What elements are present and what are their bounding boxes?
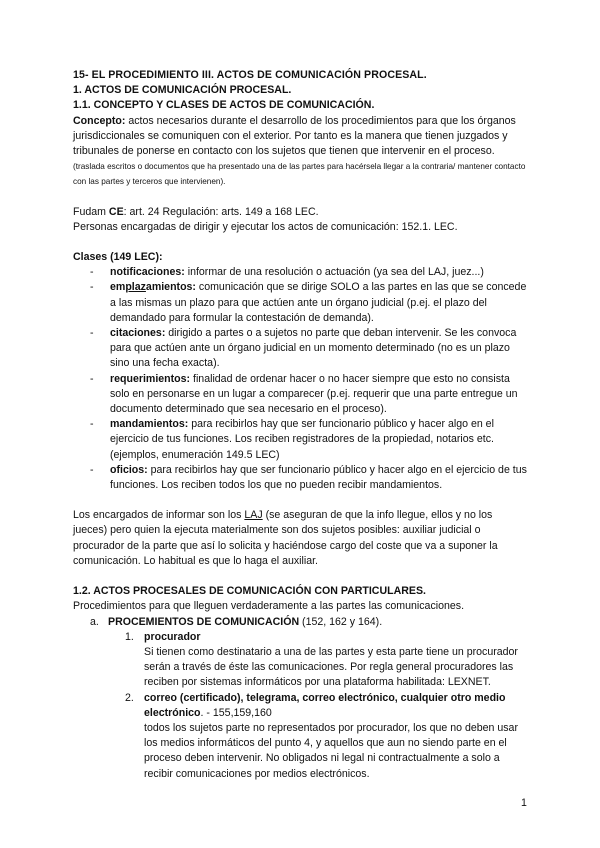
correo-refs: . - 155,159,160 (200, 706, 272, 719)
page-number: 1 (521, 797, 527, 809)
list-item: - citaciones: dirigido a partes o a sujetos no parte que deban intervenir. Se les convoca para que actúen ante un órgano judicial en un momento determinado (no es un plazo sino una fecha exacta). (90, 327, 517, 370)
fundamento-regulacion: : art. 24 Regulación: arts. 149 a 168 LEC. (123, 205, 319, 218)
term-oficios: oficios: (110, 463, 148, 476)
numbered-item-procurador: 1. procurador Si tienen como destinatario a una de las partes y esta parte tiene un procurador serán a través de éste las comunicaciones. Por regla general procuradores las reciben por sistemas informáticos por una plataforma habilitada: LEXNET. (73, 630, 528, 691)
term-citaciones: citaciones: (110, 327, 166, 340)
list-item: - oficios: para recibirlos hay que ser funcionario público y hacer algo en el ejercicio de tus funciones. Los reciben todos los que no pueden recibir mandamientos. (90, 463, 527, 492)
correo-body: todos los sujetos parte no representados por procurador, los que no deben usar los medios informáticos del punto 4, y aquellos que aun no siendo parte en el proceso deben intervenir. No obligados ni legal ni contractualmente a solo a recibir comunicaciones por medios electrónicos. (144, 721, 518, 780)
fundamento-line (73, 205, 528, 220)
term-requerimientos: requerimientos: (110, 372, 191, 385)
section-1-2-heading: 1.2. ACTOS PROCESALES DE COMUNICACIÓN CON PARTICULARES. (73, 585, 426, 598)
section-1-heading: 1. ACTOS DE COMUNICACIÓN PROCESAL. (73, 84, 292, 97)
term-emplazamientos: emplazamientos: (110, 281, 196, 294)
list-item: - requerimientos: finalidad de ordenar hacer o no hacer siempre que esto no consista solo en personarse en un lugar a comparecer (p.ej. requerir que una parte entregue un documento determinado que sea necesario en el proceso). (90, 372, 518, 416)
term-notificaciones: notificaciones: (110, 266, 185, 279)
section-1-1-heading: 1.1. CONCEPTO Y CLASES DE ACTOS DE COMUNICACIÓN. (73, 99, 375, 112)
laj-abbreviation: LAJ (244, 509, 263, 522)
concepto-paragraph (73, 114, 528, 190)
clases-list (73, 265, 528, 493)
list-item: - emplazamientos: comunicación que se dirige SOLO a las partes en las que se concede a las mismas un plazo para que actúen ante un órgano judicial (p.ej. el plazo del demandado para formular la contestación de demanda). (90, 281, 527, 324)
personas-encargadas-line: Personas encargadas de dirigir y ejecutar los actos de comunicación: 152.1. LEC. (73, 220, 458, 233)
term-mandamientos: mandamientos: (110, 418, 189, 431)
document-title: 15- EL PROCEDIMIENTO III. ACTOS DE COMUNICACIÓN PROCESAL. (73, 69, 427, 81)
fundamento-ce: CE (108, 205, 124, 218)
concepto-label: Concepto: (73, 114, 126, 127)
item-a-label: PROCEMIENTOS DE COMUNICACIÓN (108, 615, 300, 628)
procurador-body: Si tienen como destinatario a una de las partes y esta parte tiene un procurador serán a través de éste las comunicaciones. Por regla general procuradores las reciben por sistemas informáticos por una plataforma habilitada: LEXNET. (144, 645, 518, 689)
correo-title: correo (certificado), telegrama, correo electrónico, cualquier otro medio electrónico (144, 691, 506, 719)
procurador-title: procurador (144, 630, 201, 643)
item-a-marker: a. (90, 615, 99, 628)
item-a-procedimientos (73, 615, 528, 630)
concepto-text: actos necesarios durante el desarrollo de los procedimientos para que los órganos jurisdiccionales se comuniquen con el exterior. Por tanto es la manera que tienen juzgados y tribunales de ponerse en contacto con los sujetos que tienen que intervenir en el proceso. (73, 114, 516, 158)
clases-heading: Clases (149 LEC): (73, 251, 163, 264)
section-1-2-intro: Procedimientos para que lleguen verdaderamente a las partes las comunicaciones. (73, 600, 465, 613)
numbered-item-correo: 2. correo (certificado), telegrama, correo electrónico, cualquier otro medio electrónico. - 155,159,160 todos los sujetos parte no representados por procurador, los que no deben usar los medios informáticos del punto 4, y aquellos que aun no siendo parte en el proceso deben intervenir. No obligados ni legal ni contractualmente a solo a recibir comunicaciones por medios electrónicos. (73, 691, 528, 782)
concepto-note: (traslada escritos o documentos que ha presentado una de las partes para hacérsela llegar a la contraria/ mantener contacto con las partes y terceros que intervienen). (73, 162, 526, 187)
fundamento-prefix: Fudam (73, 205, 109, 218)
list-item: - mandamientos: para recibirlos hay que ser funcionario público y hacer algo en el ejercicio de tus funciones. Los reciben registradores de la propiedad, notarios etc. (ejemplos, enumeración 149.5 LEC) (90, 418, 494, 461)
item-a-refs: (152, 162 y 164). (299, 615, 383, 628)
document-page (73, 68, 528, 782)
encargados-paragraph: Los encargados de informar son los LAJ (se aseguran de que la info llegue, ellos y no los jueces) pero quien la ejecuta materialmente son dos sujetos posibles: auxiliar judicial o procurador de la parte que así lo solicita y haciéndose cargo del coste que va a suponer la comunicación. Lo habitual es que lo haga el auxiliar. (73, 509, 498, 567)
list-item: - notificaciones: informar de una resolución o actuación (ya sea del LAJ, juez...) (90, 266, 484, 279)
